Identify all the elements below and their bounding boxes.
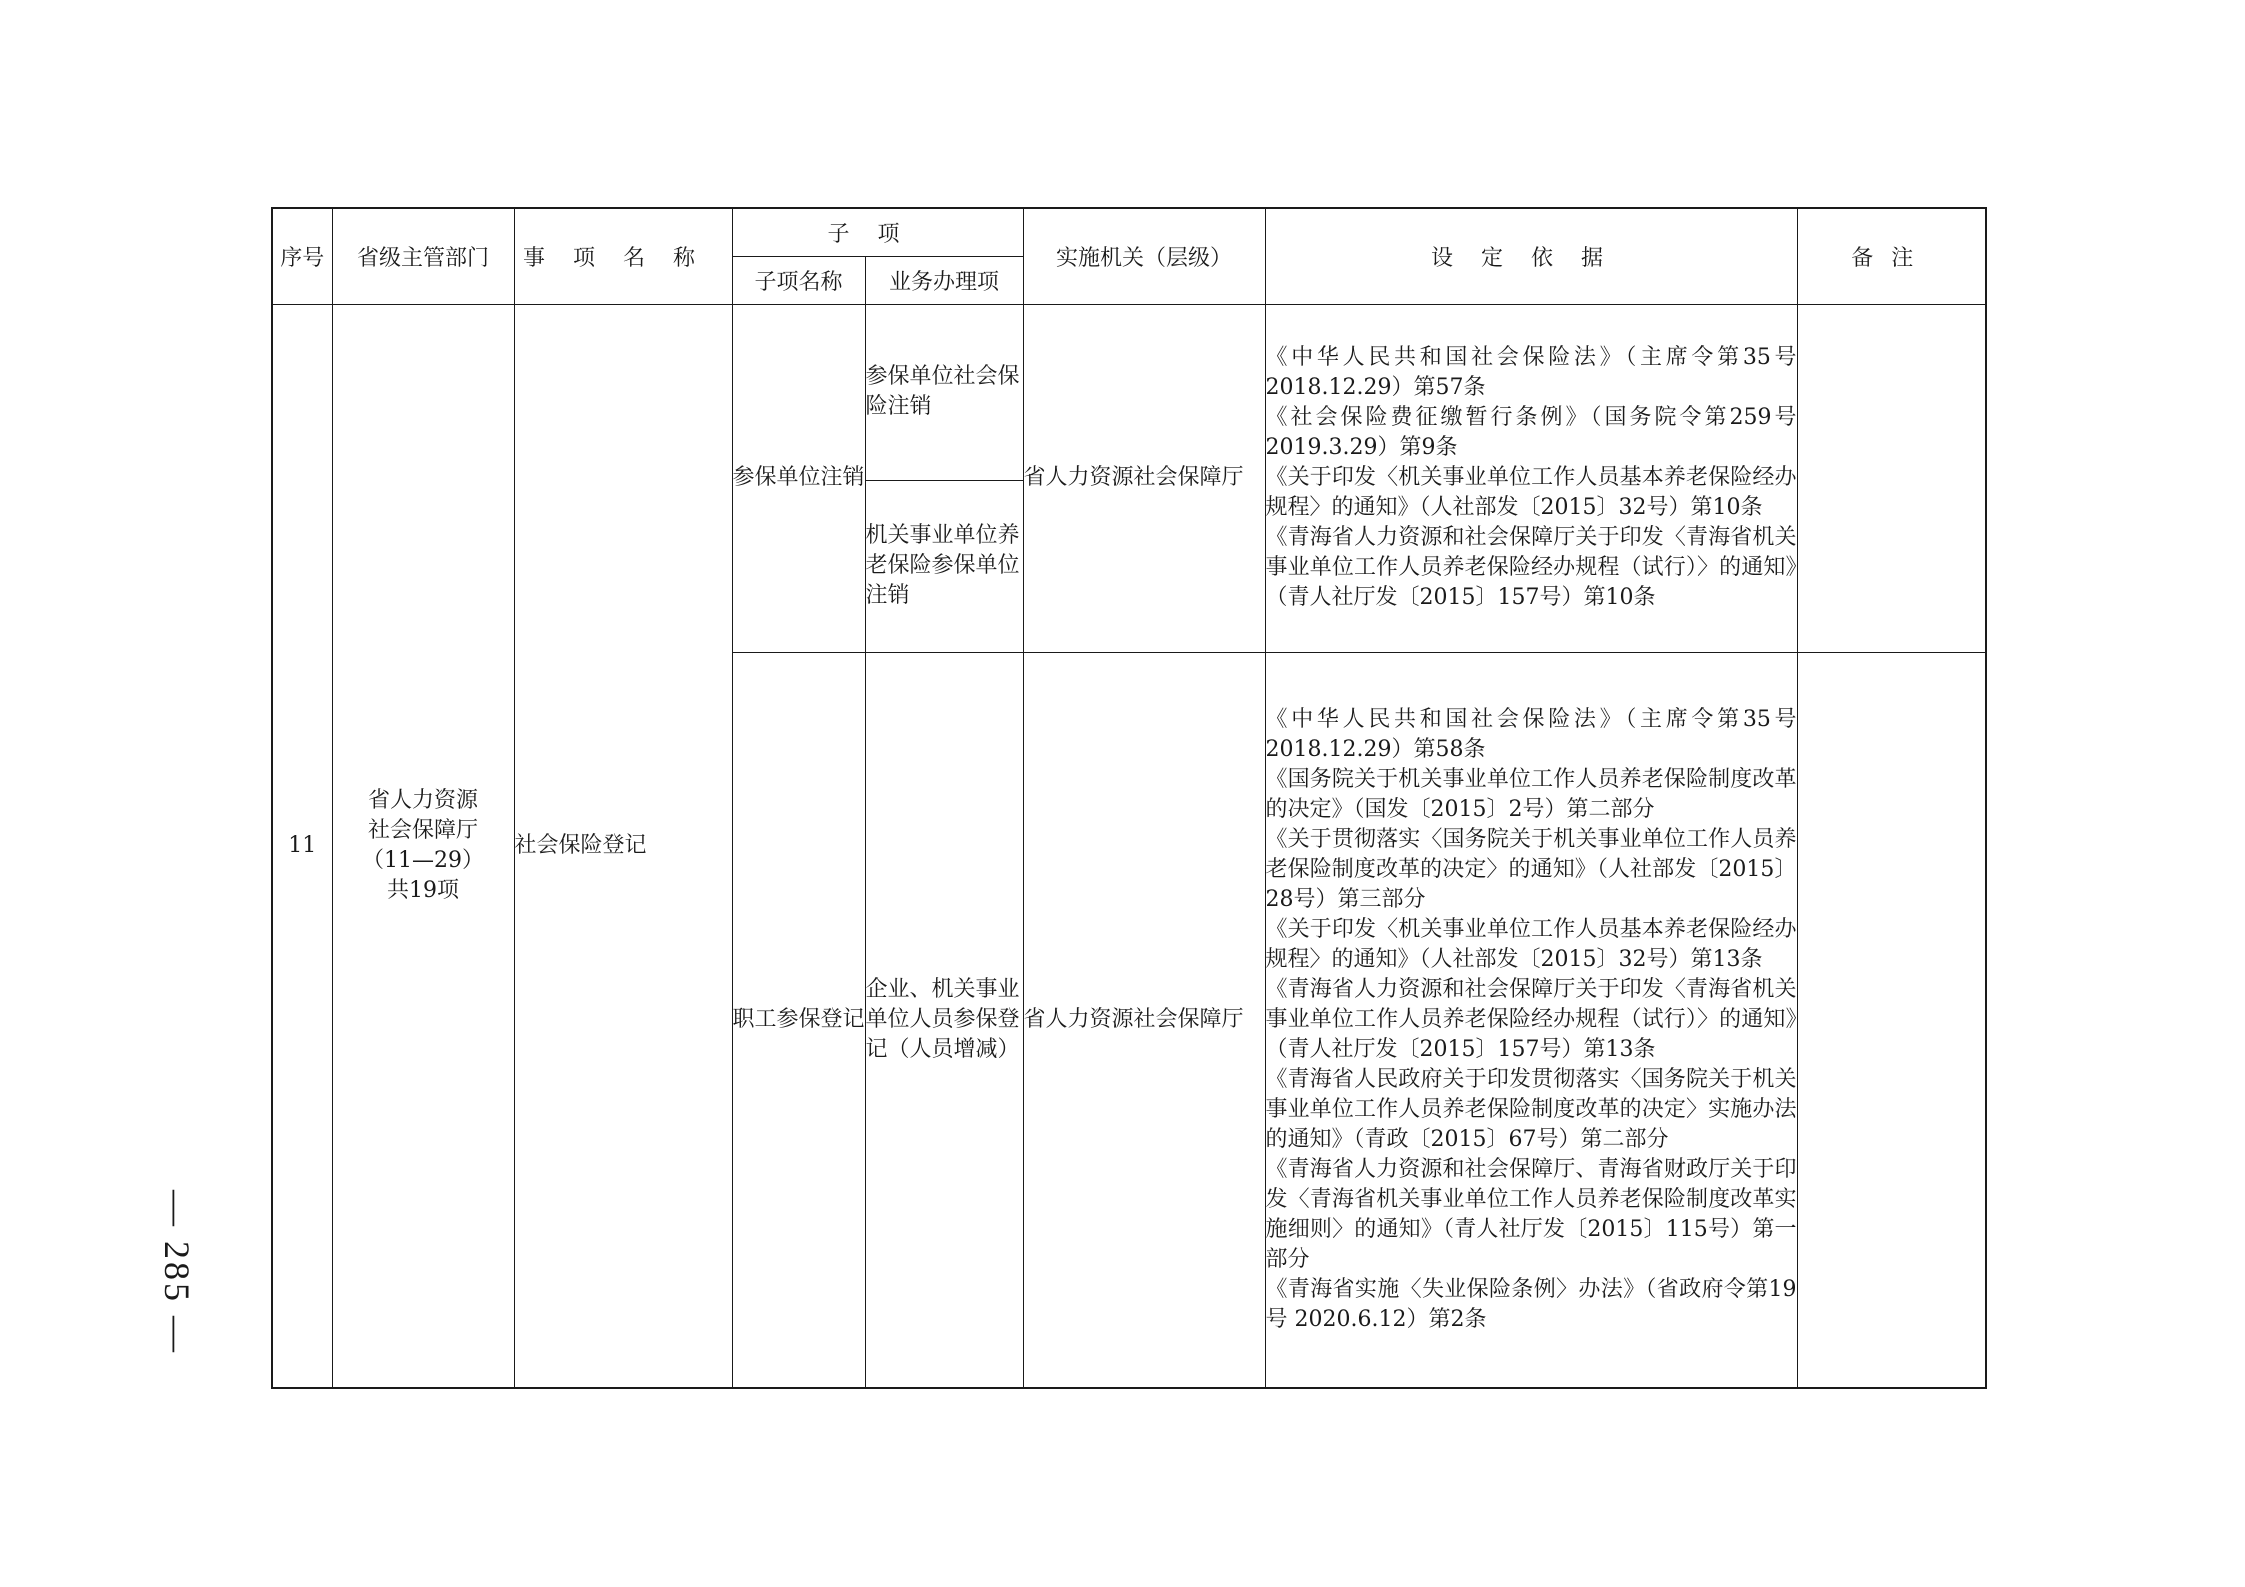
- dept-line: 社会保障厅: [367, 817, 478, 843]
- header-agency: 实施机关（层级）: [1023, 208, 1265, 304]
- business-item-cell: 机关事业单位养老保险参保单位注销: [865, 480, 1023, 652]
- header-business-item: 业务办理项: [865, 256, 1023, 304]
- dept-cell: [332, 304, 514, 1388]
- seq-cell: 11: [272, 304, 332, 1388]
- header-item-name: 事项名称: [514, 208, 732, 304]
- basis-entry: 《青海省人力资源和社会保障厅关于印发〈青海省机关事业单位工作人员养老保险经办规程（试行）〉的通知》（青人社厅发〔2015〕157号）第10条: [1265, 525, 1797, 610]
- agency-cell: 省人力资源社会保障厅: [1023, 652, 1265, 1388]
- subitem-name-cell: 职工参保登记: [732, 652, 865, 1388]
- agency-cell: 省人力资源社会保障厅: [1023, 304, 1265, 652]
- basis-entry: 《中华人民共和国社会保险法》（主席令第35号 2018.12.29）第58条: [1265, 706, 1797, 762]
- basis-entry: 《关于贯彻落实〈国务院关于机关事业单位工作人员养老保险制度改革的决定〉的通知》（人社部发〔2015〕28号）第三部分: [1265, 826, 1797, 912]
- subitem-name-cell: 参保单位注销: [732, 304, 865, 652]
- header-basis: 设定依据: [1265, 208, 1797, 304]
- basis-entry: 《关于印发〈机关事业单位工作人员基本养老保险经办规程〉的通知》（人社部发〔2015〕32号）第13条: [1265, 916, 1797, 972]
- header-subitem: 子项: [732, 208, 1023, 256]
- header-remarks: 备注: [1797, 208, 1986, 304]
- header-dept: 省级主管部门: [332, 208, 514, 304]
- basis-cell: [1265, 652, 1797, 1388]
- remarks-cell: [1797, 652, 1986, 1388]
- dept-line: 共19项: [387, 877, 459, 903]
- item-table: [271, 207, 1987, 1389]
- basis-entry: 《社会保险费征缴暂行条例》（国务院令第259号 2019.3.29）第9条: [1265, 405, 1797, 460]
- remarks-cell: [1797, 304, 1986, 652]
- header-subitem-name: 子项名称: [732, 256, 865, 304]
- dept-line: （11—29）: [362, 847, 484, 873]
- basis-entry: 《青海省人力资源和社会保障厅关于印发〈青海省机关事业单位工作人员养老保险经办规程（试行）〉的通知》（青人社厅发〔2015〕157号）第13条: [1265, 976, 1797, 1062]
- basis-entry: 《青海省人力资源和社会保障厅、青海省财政厅关于印发〈青海省机关事业单位工作人员养老保险制度改革实施细则〉的通知》（青人社厅发〔2015〕115号）第一部分: [1265, 1156, 1797, 1272]
- basis-entry: 《青海省实施〈失业保险条例〉办法》（省政府令第19号 2020.6.12）第2条: [1265, 1276, 1797, 1332]
- header-seq: 序号: [272, 208, 332, 304]
- table-row: [272, 304, 1986, 480]
- basis-entry: 《关于印发〈机关事业单位工作人员基本养老保险经办规程〉的通知》（人社部发〔2015〕32号）第10条: [1265, 465, 1797, 520]
- basis-cell: [1265, 304, 1797, 652]
- basis-entry: 《青海省人民政府关于印发贯彻落实〈国务院关于机关事业单位工作人员养老保险制度改革的决定〉实施办法的通知》（青政〔2015〕67号）第二部分: [1265, 1066, 1797, 1152]
- dept-line: 省人力资源: [367, 787, 478, 813]
- item-name-cell: 社会保险登记: [514, 304, 732, 1388]
- header-row: [272, 208, 1986, 256]
- basis-entry: 《中华人民共和国社会保险法》（主席令第35号 2018.12.29）第57条: [1265, 345, 1797, 400]
- business-item-cell: 企业、机关事业单位人员参保登记（人员增减）: [865, 652, 1023, 1388]
- business-item-cell: 参保单位社会保险注销: [865, 304, 1023, 480]
- basis-entry: 《国务院关于机关事业单位工作人员养老保险制度改革的决定》（国发〔2015〕2号）第二部分: [1265, 766, 1797, 822]
- page-number: — 285 —: [157, 1190, 197, 1355]
